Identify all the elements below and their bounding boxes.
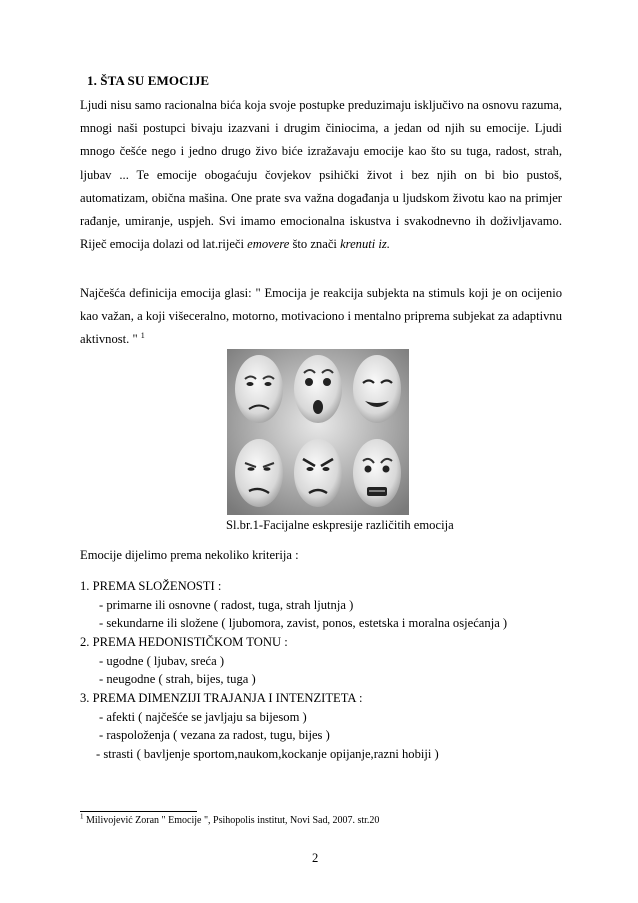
footnote [80,812,380,826]
mask-fearful [353,439,401,507]
criterion-hedonistic [80,633,288,689]
figure-caption: Sl.br.1-Facijalne eskpresije različitih emocija [226,518,454,532]
mask-disgusted [235,439,283,507]
mask-surprised [294,355,342,423]
mask-happy [353,355,401,423]
mask-angry [294,439,342,507]
criterion-duration [80,689,439,763]
criterion-title: 2. PREMA HEDONISTIČKOM TONU : [80,635,288,649]
masks-image [227,349,409,515]
footnote-divider [80,811,197,812]
latin-word: emovere [247,237,290,252]
criterion-title: 3. PREMA DIMENZIJI TRAJANJA I INTENZITETA : [80,691,363,705]
criterion-complexity [80,577,507,633]
section-heading: 1. ŠTA SU EMOCIJE [87,73,210,88]
footnote-text: Milivojević Zoran " Emocije ", Psihopolis institut, Novi Sad, 2007. str.20 [83,815,380,826]
masks-illustration [227,349,409,515]
intro-text: Ljudi nisu samo racionalna bića koja svoje postupke preduzimaju isključivo na osnovu razuma, mnogi naši postupci bivaju izazvani i drugim činiocima, a jedan od njih su emocije. Ljudi mnogo češće nego i jedno drugo živo biće izražavaju emocije kao što su tuga, radost, strah, ljubav ... Te emocije obogaćuju čovjekov psihički život i bez njih on bi bio pustoš, automatizam, obična mašina. One prate sva važna događanja u ljudskom životu kao na primjer rađanje, umiranje, uspjeh. Svi imamo emocionalna iskustva i svakodnevno ih doživljavamo. Riječ emocija dolazi od lat.riječi [80,98,562,252]
criterion-item: - neugodne ( strah, bijes, tuga ) [99,672,256,686]
criterion-item: - ugodne ( ljubav, sreća ) [99,653,225,668]
criterion-item: - raspoloženja ( vezana za radost, tugu, bijes ) [99,728,330,742]
intro-middle: što znači [289,237,341,252]
criteria-intro: Emocije dijelimo prema nekoliko kriterija : [80,548,299,562]
footnote-mark: 1 [80,812,84,821]
criterion-item: - primarne ili osnovne ( radost, tuga, strah ljutnja ) [99,597,354,612]
mask-sad [235,355,283,423]
footnote-reference: 1 [140,331,145,341]
criterion-item: - afekti ( najčešće se javljaju sa bijesom ) [99,709,307,724]
criterion-item: - strasti ( bavljenje sportom,naukom,kockanje opijanje,razni hobiji ) [96,746,439,761]
definition-paragraph [80,282,562,352]
definition-text: Najčešća definicija emocija glasi: " Emocija je reakcija subjekta na stimuls koji je on ocijenio kao važan, a koji višeceralno, motorno, motivaciono i mentalno priprema subjekat za adaptivnu aktivnost. " [80,286,562,347]
criterion-item: - sekundarne ili složene ( ljubomora, zavist, ponos, estetska i moralna osjećanja ) [99,616,508,630]
criterion-title: 1. PREMA SLOŽENOSTI : [80,579,222,593]
latin-meaning: krenuti iz. [340,237,390,252]
page-number: 2 [312,851,319,865]
intro-paragraph [80,94,562,256]
